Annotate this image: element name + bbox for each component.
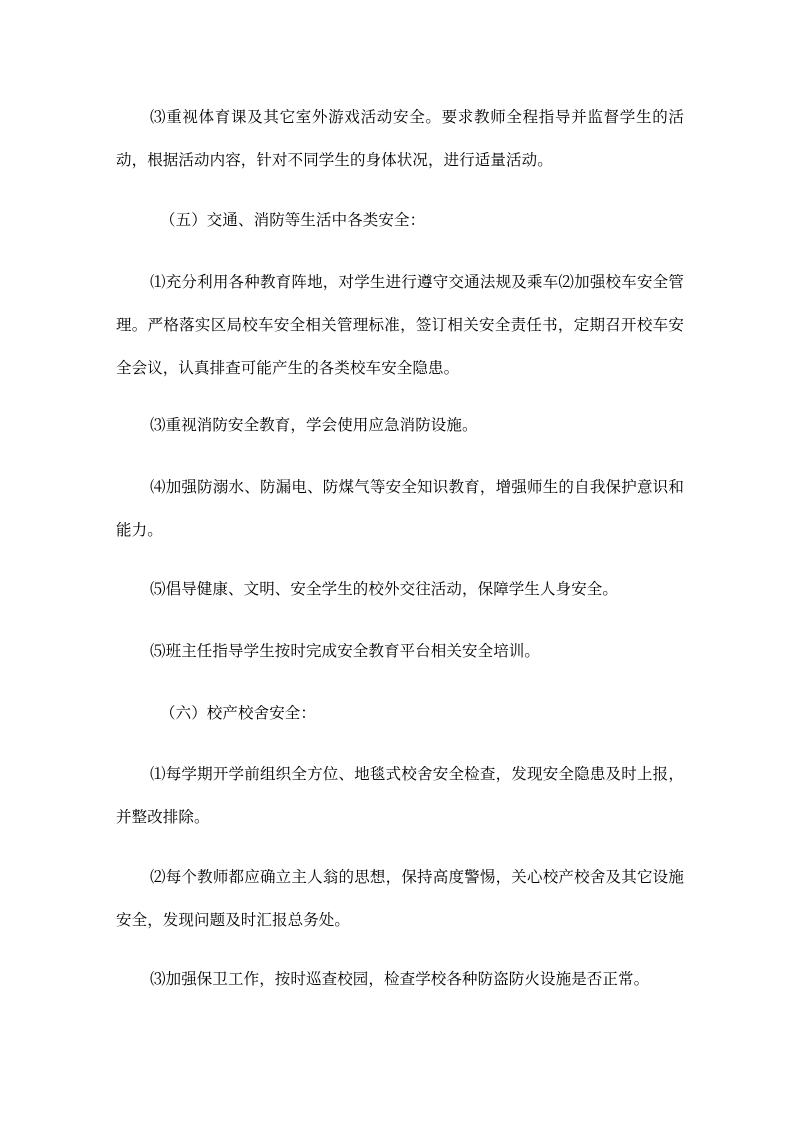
paragraph-pe-class-safety: ⑶重视体育课及其它室外游戏活动安全。要求教师全程指导并监督学生的活动，根据活动内容，针对不同学生的身体状况，进行适量活动。 (116, 108, 684, 169)
paragraph-teacher-vigilance: ⑵每个教师都应确立主人翁的思想，保持高度警惕，关心校产校舍及其它设施安全，发现问题及时汇报总务处。 (116, 868, 684, 929)
paragraph-fire-safety-education: ⑶重视消防安全教育，学会使用应急消防设施。 (150, 416, 478, 434)
paragraph-safety-platform-training: ⑸班主任指导学生按时完成安全教育平台相关安全培训。 (150, 642, 541, 660)
section-heading-traffic-fire-safety: （五）交通、消防等生活中各类安全： (160, 211, 426, 229)
paragraph-security-patrol: ⑶加强保卫工作，按时巡查校园，检查学校各种防盗防火设施是否正常。 (150, 970, 650, 988)
paragraph-building-inspection: ⑴每学期开学前组织全方位、地毯式校舍安全检查，发现安全隐患及时上报，并整改排除。 (116, 765, 684, 826)
paragraph-off-campus-activities: ⑸倡导健康、文明、安全学生的校外交往活动，保障学生人身安全。 (150, 580, 619, 598)
paragraph-traffic-bus-safety: ⑴充分利用各种教育阵地，对学生进行遵守交通法规及乘车⑵加强校车安全管理。严格落实区局校车安全相关管理标准，签订相关安全责任书，定期召开校车安全会议，认真排查可能产生的各类校车安全隐患。 (116, 273, 684, 377)
section-heading-school-property-safety: （六）校产校舍安全： (160, 704, 317, 722)
paragraph-drowning-electric-gas-safety: ⑷加强防溺水、防漏电、防煤气等安全知识教育，增强师生的自我保护意识和能力。 (116, 478, 684, 539)
